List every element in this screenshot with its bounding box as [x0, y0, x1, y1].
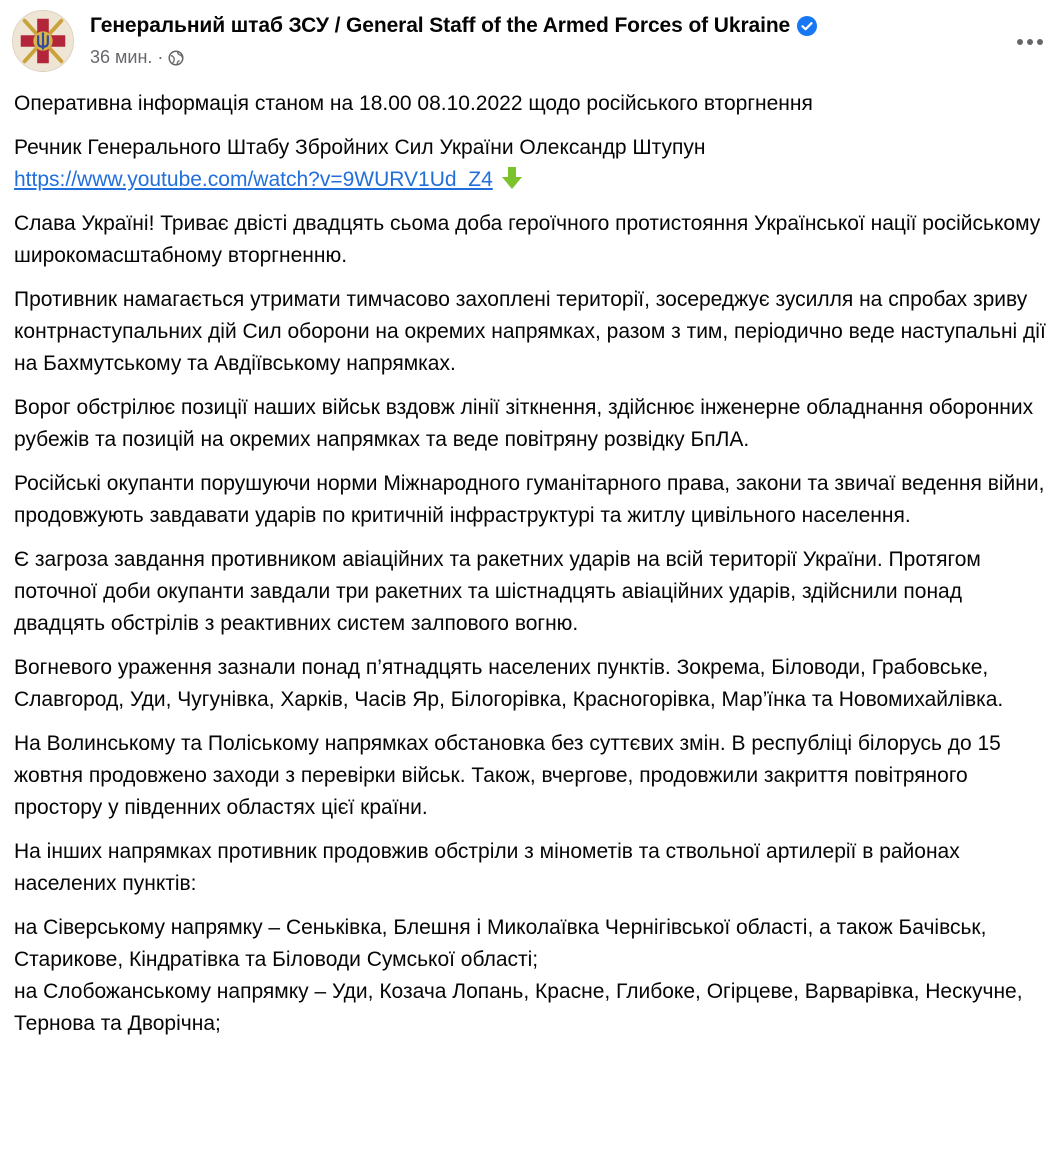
spokesperson-block	[14, 132, 1050, 196]
paragraph: На інших напрямках противник продовжив обстріли з мінометів та ствольної артилерії в районах населених пунктів:	[14, 840, 960, 895]
down-arrow-icon	[499, 165, 525, 191]
post-header	[12, 10, 1050, 72]
verified-badge-icon	[797, 16, 817, 36]
meta-separator: ·	[157, 47, 164, 67]
video-link[interactable]: https://www.youtube.com/watch?v=9WURV1Ud_Z4	[14, 168, 493, 191]
spokesperson-line: Речник Генерального Штабу Збройних Сил України Олександр Штупун	[14, 136, 706, 159]
paragraph: Слава Україні! Триває двісті двадцять сьома доба героїчного протистояння Української нації російському широкомасштабному вторгненню.	[14, 212, 1041, 267]
paragraph: Російські окупанти порушуючи норми Міжнародного гуманітарного права, закони та звичаї ведення війни, продовжують завдавати ударів по критичній інфраструктурі та житлу цивільного населення.	[14, 472, 1045, 527]
direction-line: на Слобожанському напрямку – Уди, Козача Лопань, Красне, Глибоке, Огірцеве, Варварівка, Нескучне, Тернова та Дворічна;	[14, 980, 1023, 1035]
author-name[interactable]: Генеральний штаб ЗСУ / General Staff of the Armed Forces of Ukraine	[90, 14, 791, 37]
paragraph: Є загроза завдання противником авіаційних та ракетних ударів на всій території України. Протягом поточної доби окупанти завдали три ракетних та шістнадцять авіаційних ударів, здійснили понад двадцять обстрілів з реактивних систем залпового вогню.	[14, 548, 981, 635]
trident-crest-icon[interactable]	[12, 10, 74, 72]
post-timestamp[interactable]: 36 мин.	[90, 47, 153, 67]
post-body	[14, 88, 1050, 1040]
author-row	[90, 14, 817, 38]
paragraph: На Волинському та Поліському напрямках обстановка без суттєвих змін. В республіці білорусь до 15 жовтня продовжено заходи з перевірки військ. Також, вчергове, продовжили закриття повітряного простору у південних областях цієї країни.	[14, 732, 1001, 819]
paragraph: Вогневого ураження зазнали понад п’ятнадцять населених пунктів. Зокрема, Біловоди, Грабовське, Славгород, Уди, Чугунівка, Харків, Часів Яр, Білогорівка, Красногорівка, Мар’їнка та Новомихайлівка.	[14, 656, 1004, 711]
direction-line: на Сіверському напрямку – Сеньківка, Блешня і Миколаївка Чернігівської області, а також Бачівськ, Старикове, Кіндратівка та Біловоди Сумської області;	[14, 916, 987, 971]
more-dots-icon	[1016, 38, 1044, 46]
globe-icon	[168, 50, 184, 66]
post-meta	[90, 47, 184, 68]
paragraph: Противник намагається утримати тимчасово захоплені території, зосереджує зусилля на спробах зриву контрнаступальних дій Сил оборони на окремих напрямках, разом з тим, періодично веде наступальні дії на Бахмутському та Авдіївському напрямках.	[14, 288, 1046, 375]
paragraph: Ворог обстрілює позиції наших військ вздовж лінії зіткнення, здійснює інженерне обладнання оборонних рубежів та позицій на окремих напрямках та веде повітряну розвідку БпЛА.	[14, 396, 1034, 451]
post-headline: Оперативна інформація станом на 18.00 08.10.2022 щодо російського вторгнення	[14, 92, 813, 115]
more-options-button[interactable]	[1010, 26, 1050, 58]
